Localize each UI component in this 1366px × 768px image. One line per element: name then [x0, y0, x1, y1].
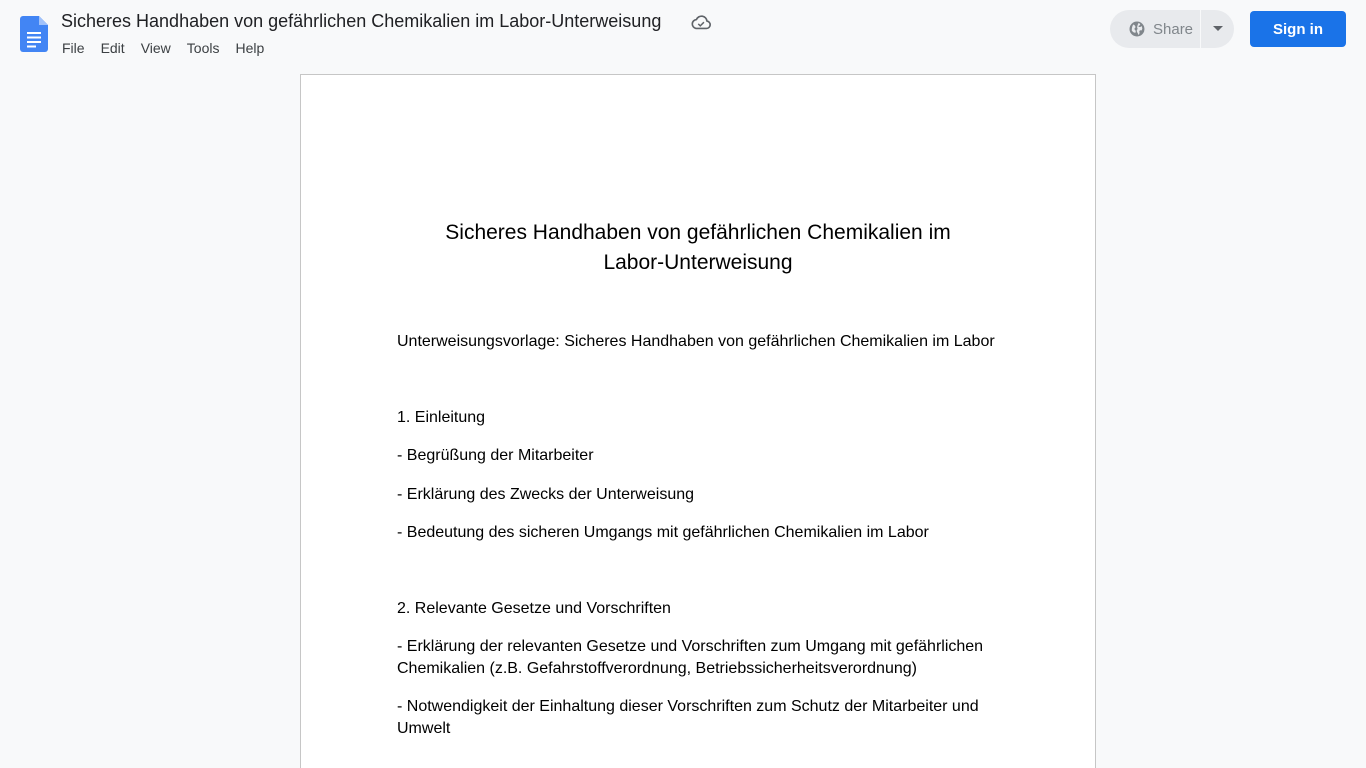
share-group: [1110, 10, 1234, 48]
list-item: - Begrüßung der Mitarbeiter: [397, 447, 594, 464]
list-item: - Erklärung des Zwecks der Unterweisung: [397, 486, 695, 503]
section-heading: 1. Einleitung: [397, 409, 486, 426]
list-item: - Notwendigkeit der Einhaltung dieser Vorschriften zum Schutz der Mitarbeiter und Umwelt: [397, 698, 979, 737]
menu-file[interactable]: File: [62, 40, 85, 56]
share-dropdown[interactable]: [1201, 10, 1234, 48]
menu-help[interactable]: Help: [235, 40, 265, 56]
heading-line-2: Labor-Unterweisung: [603, 251, 793, 274]
document-title[interactable]: Sicheres Handhaben von gefährlichen Chemikalien im Labor-Unterweisung: [61, 11, 662, 31]
share-label: Share: [1153, 20, 1194, 38]
menu-tools[interactable]: Tools: [186, 40, 220, 56]
caret-down-icon: [1213, 26, 1223, 32]
document-heading: [397, 218, 999, 278]
paragraph: Unterweisungsvorlage: Sicheres Handhaben von gefährlichen Chemikalien im Labor: [397, 333, 995, 350]
list-item: - Erklärung der relevanten Gesetze und Vorschriften zum Umgang mit gefährlichen Chemikalien (z.B. Gefahrstoffverordnung, Betriebssicherheitsverordnung): [397, 638, 984, 677]
document-page[interactable]: [300, 74, 1096, 768]
section-heading: 2. Relevante Gesetze und Vorschriften: [397, 600, 671, 617]
menu-bar: [54, 36, 272, 60]
menu-view[interactable]: View: [140, 40, 171, 56]
list-item: - Bedeutung des sicheren Umgangs mit gefährlichen Chemikalien im Labor: [397, 524, 929, 541]
menu-edit[interactable]: Edit: [100, 40, 125, 56]
docs-icon[interactable]: [20, 16, 48, 52]
heading-line-1: Sicheres Handhaben von gefährlichen Chemikalien im: [445, 221, 951, 244]
cloud-saved-icon[interactable]: [690, 12, 712, 32]
share-button[interactable]: [1110, 10, 1200, 48]
top-bar: [0, 0, 1366, 64]
sign-in-button[interactable]: Sign in: [1250, 11, 1346, 47]
globe-icon: [1128, 20, 1146, 38]
